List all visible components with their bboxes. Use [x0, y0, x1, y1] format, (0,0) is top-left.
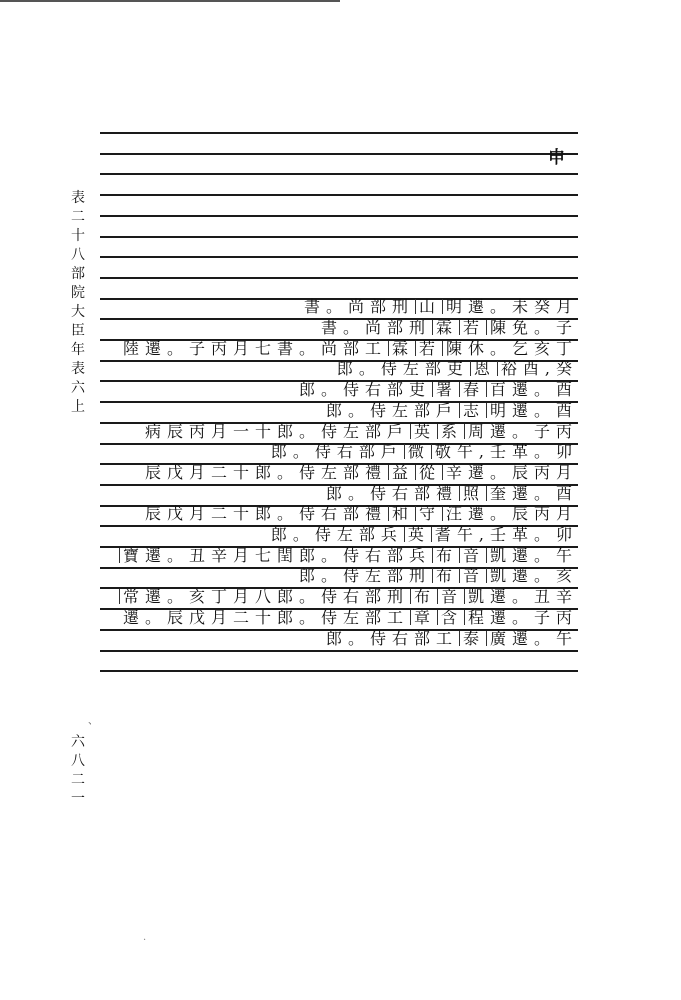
- name-separator: [432, 320, 433, 335]
- row-text: 郎。侍左部刑: [298, 566, 431, 585]
- row-text: 布: [435, 546, 458, 565]
- name-separator: [459, 320, 460, 335]
- name-separator: [415, 299, 416, 314]
- row-text: 音: [440, 587, 463, 606]
- scan-top-edge: [0, 0, 340, 2]
- row-text: 病辰丙月一十郎。侍左部戶: [144, 422, 409, 441]
- name-separator: [464, 424, 465, 439]
- column-header-char: 申: [548, 148, 565, 168]
- row-text: 遷。辰戊月二十郎。侍左部工: [122, 608, 409, 627]
- row-text: 寶遷。丑辛月七閏郎。侍右部兵: [122, 546, 431, 565]
- name-separator: [415, 506, 416, 521]
- row-text: 霖: [435, 318, 458, 337]
- row-text: 霖: [391, 339, 414, 358]
- name-separator: [459, 548, 460, 563]
- name-separator: [470, 361, 471, 376]
- table-row: [118, 545, 578, 567]
- name-separator: [486, 320, 487, 335]
- row-text: 署: [435, 380, 458, 399]
- row-text: 布: [435, 566, 458, 585]
- name-separator: [442, 506, 443, 521]
- table-row: [337, 358, 578, 380]
- name-separator: [119, 548, 120, 563]
- table-row: [299, 379, 578, 401]
- row-text: 敬午,壬革。卯: [434, 442, 578, 461]
- row-text: 和: [391, 504, 414, 523]
- name-separator: [437, 610, 438, 625]
- row-text: 益: [391, 463, 414, 482]
- row-text: 郎。侍右部工: [325, 629, 458, 648]
- row-text: 陸遷。子丙月七書。尚部工: [122, 339, 387, 358]
- name-separator: [486, 382, 487, 397]
- table-row: [118, 586, 578, 608]
- stray-speck: ·: [143, 935, 147, 946]
- table-row: [271, 524, 578, 546]
- table-row: [326, 483, 578, 505]
- name-separator: [410, 589, 411, 604]
- row-text: 奎遷。酉: [489, 484, 578, 503]
- name-separator: [497, 361, 498, 376]
- row-text: 辛遷。辰丙月: [445, 463, 578, 482]
- row-text: 布: [413, 587, 436, 606]
- name-separator: [459, 631, 460, 646]
- name-separator: [415, 341, 416, 356]
- name-separator: [442, 299, 443, 314]
- table-rule: [100, 194, 578, 196]
- table-rule: [100, 277, 578, 279]
- name-separator: [459, 486, 460, 501]
- row-text: 郎。侍左部吏: [336, 359, 469, 378]
- name-separator: [486, 548, 487, 563]
- name-separator: [486, 403, 487, 418]
- name-separator: [459, 403, 460, 418]
- row-text: 郎。侍右部吏: [298, 380, 431, 399]
- name-separator: [486, 631, 487, 646]
- row-text: 郎。侍右部戶: [270, 442, 403, 461]
- name-separator: [464, 610, 465, 625]
- name-separator: [404, 444, 405, 459]
- table-row: [321, 317, 578, 339]
- row-text: 郎。侍左部戶: [325, 401, 458, 420]
- row-text: 英: [407, 525, 430, 544]
- row-text: 章: [413, 608, 436, 627]
- row-text: 微: [407, 442, 430, 461]
- table-row: [145, 462, 578, 484]
- row-text: 郎。侍右部禮: [325, 484, 458, 503]
- name-separator: [432, 568, 433, 583]
- table-row: [145, 503, 578, 525]
- table-row: [326, 628, 578, 650]
- table-row: [123, 338, 578, 360]
- name-separator: [404, 527, 405, 542]
- name-separator: [437, 424, 438, 439]
- row-text: 耆午,壬革。卯: [434, 525, 578, 544]
- table-row: [123, 607, 578, 629]
- row-text: 郎。侍左部兵: [270, 525, 403, 544]
- row-text: 音: [462, 546, 485, 565]
- table-row: [145, 421, 578, 443]
- row-text: 從: [418, 463, 441, 482]
- row-text: 凱遷。丑辛: [467, 587, 578, 606]
- name-separator: [459, 382, 460, 397]
- name-separator: [442, 341, 443, 356]
- side-title: 表二十八 部院大臣年表六上: [71, 190, 85, 415]
- name-separator: [442, 465, 443, 480]
- row-text: 明遷。酉: [489, 401, 578, 420]
- row-text: 志: [462, 401, 485, 420]
- row-text: 春: [462, 380, 485, 399]
- table-rule: [100, 132, 578, 134]
- table-row: [304, 296, 578, 318]
- row-text: 照: [462, 484, 485, 503]
- page-number: 六八二一: [71, 734, 85, 807]
- row-text: 裕酉,癸: [500, 359, 578, 378]
- table-row: [299, 565, 578, 587]
- row-text: 若: [462, 318, 485, 337]
- row-text: 百遷。酉: [489, 380, 578, 399]
- name-separator: [459, 568, 460, 583]
- row-text: 辰戊月二十郎。侍左部禮: [144, 463, 387, 482]
- name-separator: [464, 589, 465, 604]
- table-rule: [100, 236, 578, 238]
- row-text: 若: [418, 339, 441, 358]
- name-separator: [119, 589, 120, 604]
- row-text: 書。尚部刑: [320, 318, 431, 337]
- table-rule: [100, 670, 578, 672]
- name-separator: [415, 465, 416, 480]
- row-text: 守: [418, 504, 441, 523]
- row-text: 廣遷。午: [489, 629, 578, 648]
- name-separator: [432, 548, 433, 563]
- name-separator: [388, 465, 389, 480]
- row-text: 書。尚部刑: [303, 297, 414, 316]
- row-text: 汪遷。辰丙月: [445, 504, 578, 523]
- name-separator: [431, 527, 432, 542]
- row-text: 陳免。子: [489, 318, 578, 337]
- row-text: 周遷。子丙: [467, 422, 578, 441]
- table-row: [326, 400, 578, 422]
- name-separator: [388, 506, 389, 521]
- name-separator: [410, 424, 411, 439]
- row-text: 英: [413, 422, 436, 441]
- name-separator: [432, 382, 433, 397]
- row-text: 山: [418, 297, 441, 316]
- table-rule: [100, 650, 578, 652]
- row-text: 常遷。亥丁月八郎。侍右部刑: [122, 587, 409, 606]
- row-text: 系: [440, 422, 463, 441]
- name-separator: [486, 568, 487, 583]
- row-text: 泰: [462, 629, 485, 648]
- row-text: 明遷。未癸月: [445, 297, 578, 316]
- row-text: 含: [440, 608, 463, 627]
- name-separator: [388, 341, 389, 356]
- name-separator: [486, 486, 487, 501]
- name-separator: [437, 589, 438, 604]
- row-text: 程遷。子丙: [467, 608, 578, 627]
- table-rule: [100, 173, 578, 175]
- name-separator: [431, 444, 432, 459]
- stray-mark: 、: [88, 716, 98, 727]
- row-text: 凱遷。亥: [489, 566, 578, 585]
- row-text: 辰戊月二十郎。侍右部禮: [144, 504, 387, 523]
- row-text: 恩: [473, 359, 496, 378]
- row-text: 陳休。乞亥丁: [445, 339, 578, 358]
- table-rule: [100, 153, 578, 155]
- row-text: 凱遷。午: [489, 546, 578, 565]
- name-separator: [410, 610, 411, 625]
- table-row: [271, 441, 578, 463]
- table-rule: [100, 256, 578, 258]
- table-rule: [100, 215, 578, 217]
- row-text: 音: [462, 566, 485, 585]
